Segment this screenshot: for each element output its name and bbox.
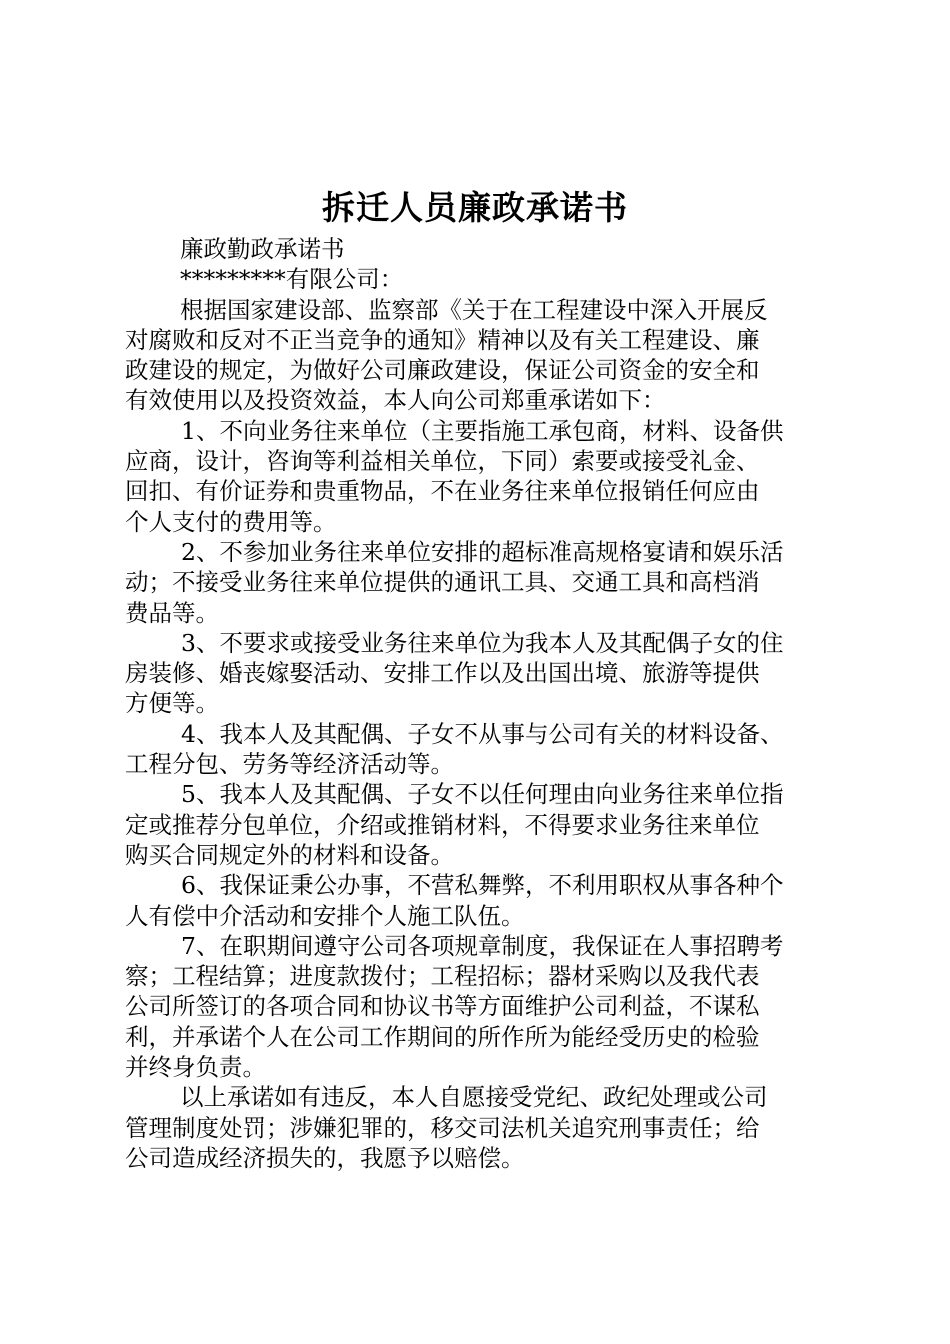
document-title: 拆迁人员廉政承诺书 <box>322 188 628 227</box>
body-line: 政建设的规定，为做好公司廉政建设，保证公司资金的安全和 <box>125 356 760 385</box>
body-line: 4、我本人及其配偶、子女不从事与公司有关的材料设备、 <box>181 719 784 748</box>
body-line: 根据国家建设部、监察部《关于在工程建设中深入开展反 <box>180 295 768 324</box>
body-line: 动；不接受业务往来单位提供的通讯工具、交通工具和高档消 <box>125 568 760 597</box>
body-line: 7、在职期间遵守公司各项规章制度，我保证在人事招聘考 <box>181 931 784 960</box>
body-line: 利，并承诺个人在公司工作期间的所作所为能经受历史的检验 <box>125 1022 760 1051</box>
body-line: 6、我保证秉公办事，不营私舞弊，不利用职权从事各种个 <box>181 871 784 900</box>
body-line: 购买合同规定外的材料和设备。 <box>125 840 454 869</box>
body-line: 个人支付的费用等。 <box>125 507 337 536</box>
body-line: 并终身负责。 <box>125 1053 266 1082</box>
body-line: *********有限公司： <box>180 265 404 294</box>
body-line: 2、不参加业务往来单位安排的超标准高规格宴请和娱乐活 <box>181 537 784 566</box>
body-line: 对腐败和反对不正当竞争的通知》精神以及有关工程建设、廉 <box>125 325 760 354</box>
document-body <box>125 234 830 1173</box>
body-line: 有效使用以及投资效益，本人向公司郑重承诺如下： <box>125 386 666 415</box>
body-line: 1、不向业务往来单位（主要指施工承包商，材料、设备供 <box>181 416 784 445</box>
body-line: 定或推荐分包单位，介绍或推销材料，不得要求业务往来单位 <box>125 810 760 839</box>
body-line: 5、我本人及其配偶、子女不以任何理由向业务往来单位指 <box>181 780 784 809</box>
body-line: 回扣、有价证券和贵重物品，不在业务往来单位报销任何应由 <box>125 477 760 506</box>
body-line: 人有偿中介活动和安排个人施工队伍。 <box>125 901 525 930</box>
body-line: 方便等。 <box>125 689 219 718</box>
body-line: 公司造成经济损失的，我愿予以赔偿。 <box>125 1143 525 1172</box>
body-line: 工程分包、劳务等经济活动等。 <box>125 750 454 779</box>
body-line: 公司所签订的各项合同和协议书等方面维护公司利益，不谋私 <box>125 992 760 1021</box>
body-line: 3、不要求或接受业务往来单位为我本人及其配偶子女的住 <box>181 628 784 657</box>
body-line: 房装修、婚丧嫁娶活动、安排工作以及出国出境、旅游等提供 <box>125 659 760 688</box>
body-line: 察；工程结算；进度款拨付；工程招标；器材采购以及我代表 <box>125 962 760 991</box>
body-line: 以上承诺如有违反，本人自愿接受党纪、政纪处理或公司 <box>180 1083 768 1112</box>
body-line: 管理制度处罚；涉嫌犯罪的，移交司法机关追究刑事责任；给 <box>125 1113 760 1142</box>
body-line: 应商，设计，咨询等利益相关单位，下同）索要或接受礼金、 <box>125 447 760 476</box>
body-line: 廉政勤政承诺书 <box>180 235 345 263</box>
body-line: 费品等。 <box>125 598 219 627</box>
